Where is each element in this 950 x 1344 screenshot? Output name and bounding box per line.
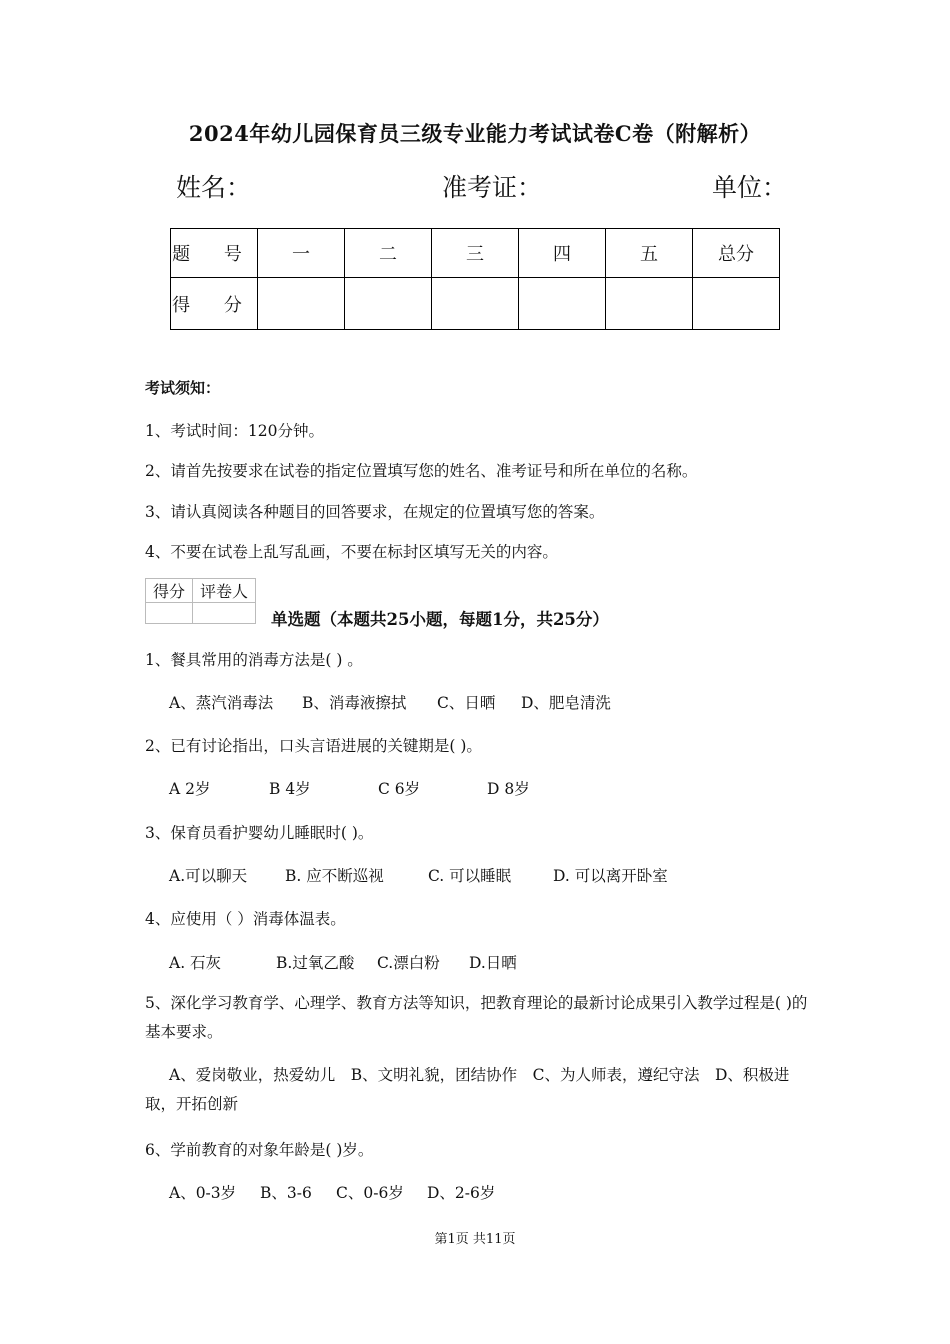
option: D.日晒 [469, 954, 517, 972]
score-column-1: 一 [258, 229, 345, 278]
question-stem: 4、应使用（ ）消毒体温表。 [145, 910, 346, 928]
option: B、3-6 [260, 1184, 312, 1202]
question-stem: 3、保育员看护婴幼儿睡眠时( )。 [145, 824, 374, 842]
grader-score-label: 得分 [146, 579, 193, 603]
score-cell [345, 278, 432, 330]
score-cell [258, 278, 345, 330]
option: C.漂白粉 [377, 954, 440, 972]
name-field-label: 姓名： [176, 173, 252, 202]
score-row-label: 得 分 [171, 278, 258, 330]
section-heading: 单选题（本题共25小题，每题1分，共25分） [271, 610, 609, 629]
question-options [169, 864, 668, 886]
option: A、0-3岁 [169, 1184, 237, 1202]
question-options [169, 1181, 495, 1203]
score-table [170, 228, 780, 330]
score-cell [606, 278, 693, 330]
option: C、日晒 [437, 694, 496, 712]
grader-name-cell [193, 603, 256, 624]
score-column-total: 总分 [693, 229, 780, 278]
option: A、蒸汽消毒法 [169, 694, 274, 712]
option: A 2岁 [169, 780, 211, 798]
score-column-2: 二 [345, 229, 432, 278]
option: C. 可以睡眠 [428, 867, 512, 885]
question-options [169, 691, 611, 713]
option: D. 可以离开卧室 [553, 867, 668, 885]
unit-field-label: 单位： [712, 173, 788, 202]
score-column-3: 三 [432, 229, 519, 278]
candidate-fields [0, 168, 950, 208]
option: C、0-6岁 [336, 1184, 404, 1202]
question-stem: 2、已有讨论指出，口头言语进展的关键期是( )。 [145, 737, 482, 755]
question-stem: 5、深化学习教育学、心理学、教育方法等知识，把教育理论的最新讨论成果引入教学过程是( )的基本要求。 [145, 994, 808, 1041]
notice-item: 1、考试时间：120分钟。 [145, 422, 324, 440]
notice-item: 2、请首先按要求在试卷的指定位置填写您的姓名、准考证号和所在单位的名称。 [145, 462, 698, 480]
score-cell [693, 278, 780, 330]
question-options [169, 951, 517, 973]
exam-title: 2024年幼儿园保育员三级专业能力考试试卷C卷（附解析） [188, 121, 762, 146]
grader-score-cell [146, 603, 193, 624]
exam-id-field-label: 准考证： [442, 173, 543, 202]
grader-name-label: 评卷人 [193, 579, 256, 603]
score-table-score-row [171, 278, 780, 330]
option: D、2-6岁 [427, 1184, 496, 1202]
option: D 8岁 [487, 780, 530, 798]
question-number-label: 题 号 [171, 229, 258, 278]
question-stem: 1、餐具常用的消毒方法是( ) 。 [145, 651, 363, 669]
notice-title: 考试须知： [145, 379, 221, 397]
option: A. 石灰 [169, 954, 222, 972]
page-footer: 第1页 共11页 [434, 1232, 516, 1247]
notice-item: 4、不要在试卷上乱写乱画，不要在标封区填写无关的内容。 [145, 543, 558, 561]
option: B.过氧乙酸 [276, 954, 355, 972]
option: B、消毒液擦拭 [302, 694, 407, 712]
option: D、肥皂清洗 [521, 694, 611, 712]
score-cell [519, 278, 606, 330]
score-cell [432, 278, 519, 330]
option: B 4岁 [269, 780, 311, 798]
option: B. 应不断巡视 [285, 867, 384, 885]
grader-table [145, 578, 256, 624]
question-options: A、爱岗敬业，热爱幼儿 B、文明礼貌，团结协作 C、为人师表，遵纪守法 D、积极进取，开拓创新 [145, 1066, 790, 1113]
option: C 6岁 [378, 780, 421, 798]
notice-item: 3、请认真阅读各种题目的回答要求，在规定的位置填写您的答案。 [145, 503, 605, 521]
question-stem: 6、学前教育的对象年龄是( )岁。 [145, 1141, 374, 1159]
option: A.可以聊天 [169, 867, 248, 885]
score-table-header-row [171, 229, 780, 278]
score-column-5: 五 [606, 229, 693, 278]
score-column-4: 四 [519, 229, 606, 278]
question-options [169, 777, 530, 799]
